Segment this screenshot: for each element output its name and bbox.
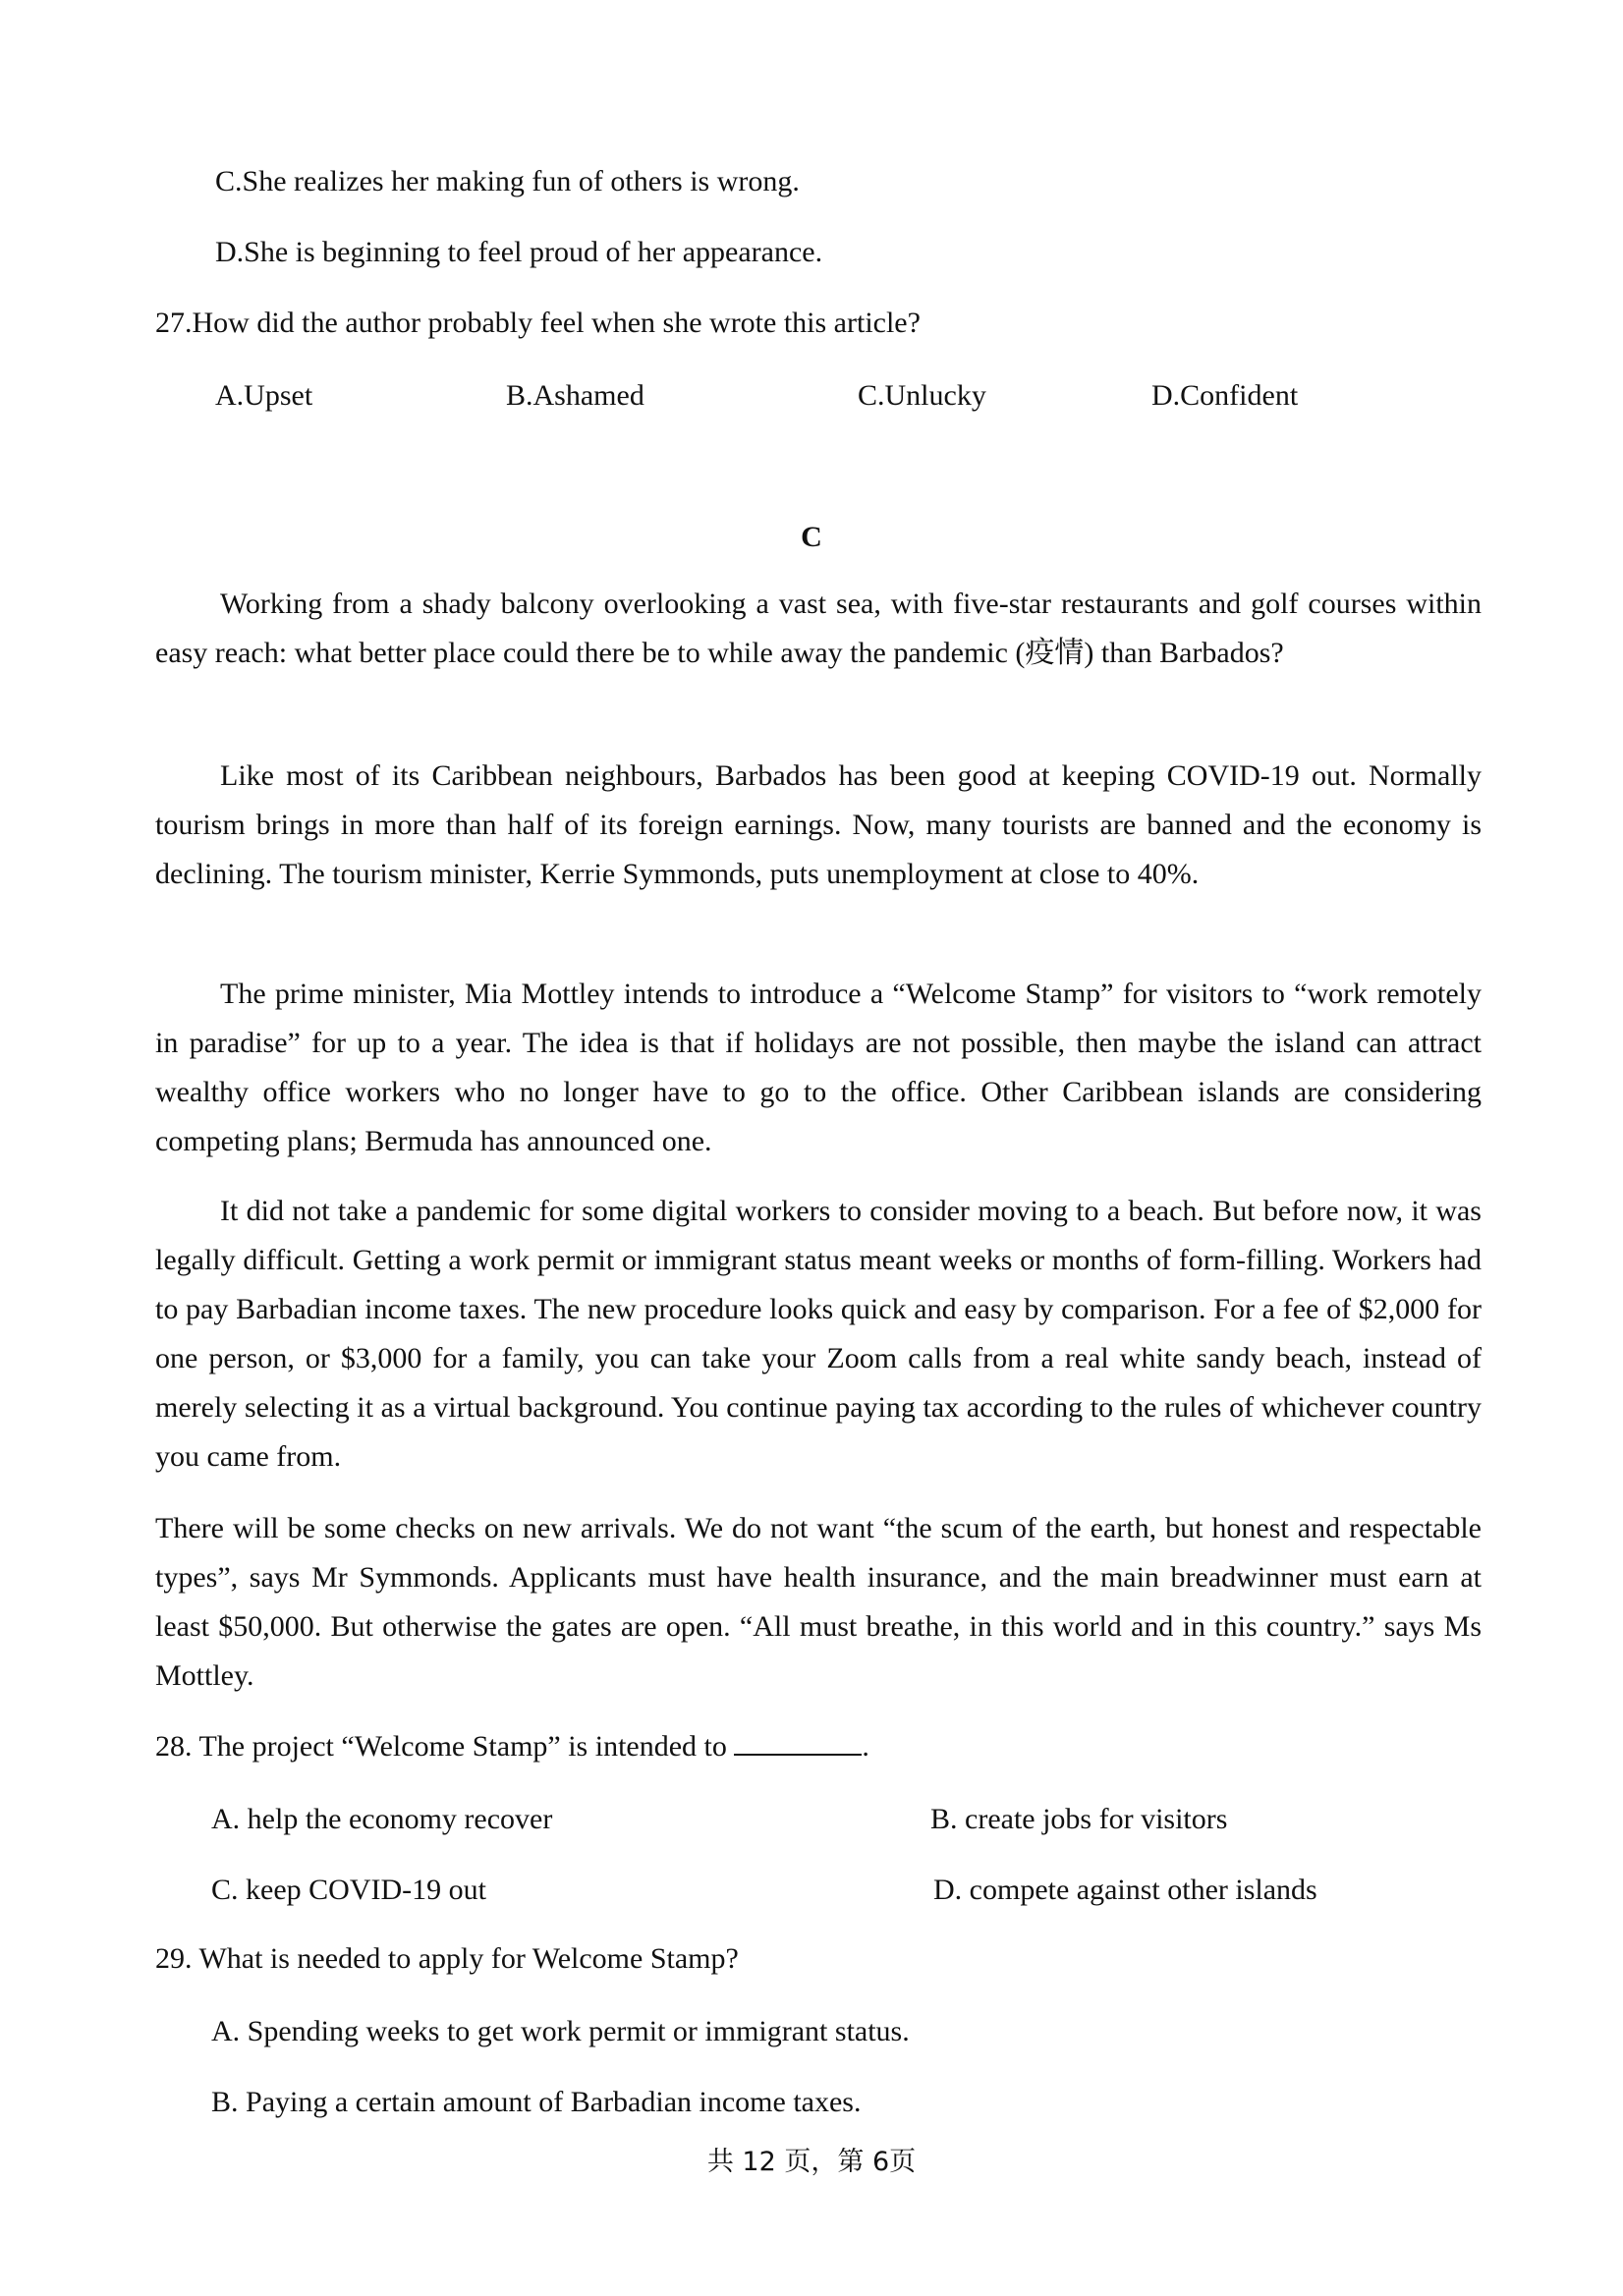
page-footer: 共 12 页，第 6页 [706, 2147, 917, 2177]
passage-paragraph-1: Working from a shady balcony overlooking a vast sea, with five-star restaurants and golf courses within easy reach: what better place could there be to while away the pandemic (疫情) than Barbados? [155, 588, 1482, 669]
passage-paragraph-5: There will be some checks on new arrivals. We do not want “the scum of the earth, but honest and respectable types”, says Mr Symmonds. Applicants must have health insurance, and the main breadwinner must earn at least $50,000. But otherwise the gates are open. “All must breathe, in this world and in this country.” says Ms Mottley. [155, 1512, 1482, 1692]
q28-option-c: C. keep COVID-19 out [211, 1874, 486, 1906]
question-27-stem: 27.How did the author probably feel when she wrote this article? [155, 307, 921, 339]
section-c-heading: C [801, 521, 822, 553]
q28-option-a: A. help the economy recover [211, 1803, 553, 1835]
q27-option-b: B.Ashamed [506, 379, 644, 412]
q29-option-b: B. Paying a certain amount of Barbadian income taxes. [211, 2086, 862, 2118]
question-28-stem [155, 1732, 869, 1762]
q27-option-a: A.Upset [215, 379, 313, 412]
passage-paragraph-4: It did not take a pandemic for some digital workers to consider moving to a beach. But before now, it was legally difficult. Getting a work permit or immigrant status meant weeks or months of form-filling. Workers had to pay Barbadian income taxes. The new procedure looks quick and easy by comparison. For a fee of $2,000 for one person, or $3,000 for a family, you can take your Zoom calls from a real white sandy beach, instead of merely selecting it as a virtual background. You continue paying tax according to the rules of whichever country you came from. [155, 1195, 1482, 1473]
answer-blank [734, 1753, 862, 1756]
q27-option-c: C.Unlucky [858, 379, 986, 412]
q28-stem-end: . [862, 1730, 869, 1763]
q28-option-d: D. compete against other islands [933, 1874, 1317, 1906]
passage-paragraph-2: Like most of its Caribbean neighbours, Barbados has been good at keeping COVID-19 out. Normally tourism brings in more than half of its foreign earnings. Now, many tourists are banned and the economy is declining. The tourism minister, Kerrie Symmonds, puts unemployment at close to 40%. [155, 759, 1482, 890]
passage-paragraph-3: The prime minister, Mia Mottley intends to introduce a “Welcome Stamp” for visitors to “work remotely in paradise” for up to a year. The idea is that if holidays are not possible, then maybe the island can attract wealthy office workers who no longer have to go to the office. Other Caribbean islands are considering competing plans; Bermuda has announced one. [155, 978, 1482, 1157]
q29-option-a: A. Spending weeks to get work permit or immigrant status. [211, 2015, 910, 2047]
option-c-prev: C.She realizes her making fun of others is wrong. [215, 165, 800, 197]
option-d-prev: D.She is beginning to feel proud of her appearance. [215, 236, 823, 268]
question-29-stem: 29. What is needed to apply for Welcome Stamp? [155, 1942, 739, 1975]
q28-stem-text: 28. The project “Welcome Stamp” is intended to [155, 1730, 727, 1763]
q27-option-d: D.Confident [1151, 379, 1299, 412]
q28-option-b: B. create jobs for visitors [930, 1803, 1228, 1835]
